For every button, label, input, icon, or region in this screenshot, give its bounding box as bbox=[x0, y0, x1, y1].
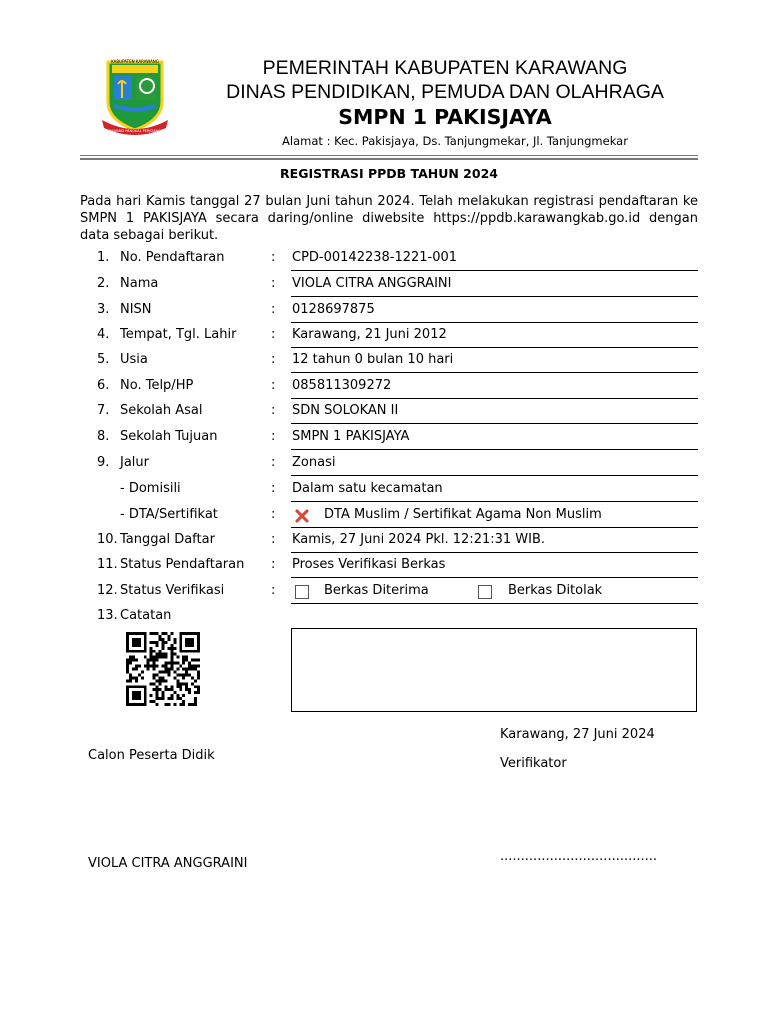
row-value: Proses Verifikasi Berkas bbox=[292, 557, 446, 572]
row-number: 10. bbox=[97, 532, 118, 547]
signature-left-name: VIOLA CITRA ANGGRAINI bbox=[88, 856, 248, 871]
row-label: NISN bbox=[120, 302, 152, 317]
row-label: Status Pendaftaran bbox=[120, 557, 245, 572]
row-value: Dalam satu kecamatan bbox=[292, 481, 443, 496]
row-label: Usia bbox=[120, 352, 148, 367]
row-colon: : bbox=[271, 250, 276, 265]
row-number: 4. bbox=[97, 327, 110, 342]
row-colon: : bbox=[271, 327, 276, 342]
row-value: Kamis, 27 Juni 2024 Pkl. 12:21:31 WIB. bbox=[292, 532, 546, 547]
signature-left-title: Calon Peserta Didik bbox=[88, 748, 215, 763]
document-title: REGISTRASI PPDB TAHUN 2024 bbox=[280, 166, 498, 181]
row-number: 3. bbox=[97, 302, 110, 317]
signature-right-name: ...................................... bbox=[500, 849, 658, 864]
row-value: DTA Muslim / Sertifikat Agama Non Muslim bbox=[324, 507, 602, 522]
row-underline bbox=[291, 527, 698, 528]
row-label: Sekolah Asal bbox=[120, 403, 203, 418]
row-colon: : bbox=[271, 276, 276, 291]
row-number: 1. bbox=[97, 250, 110, 265]
berkas-ditolak-label: Berkas Ditolak bbox=[508, 583, 603, 598]
row-number: 13. bbox=[97, 608, 118, 623]
row-colon: : bbox=[271, 429, 276, 444]
row-colon: : bbox=[271, 352, 276, 367]
row-underline bbox=[291, 270, 698, 271]
signature-right-title: Verifikator bbox=[500, 756, 567, 771]
row-value: VIOLA CITRA ANGGRAINI bbox=[292, 276, 452, 291]
header-government: PEMERINTAH KABUPATEN KARAWANG bbox=[262, 57, 628, 79]
berkas-diterima-checkbox[interactable] bbox=[295, 585, 309, 599]
row-underline bbox=[291, 347, 698, 348]
row-value: Zonasi bbox=[292, 455, 336, 470]
berkas-diterima-label: Berkas Diterima bbox=[324, 583, 429, 598]
row-colon: : bbox=[271, 378, 276, 393]
row-colon: : bbox=[271, 507, 276, 522]
row-label: No. Telp/HP bbox=[120, 378, 194, 393]
row-number: 12. bbox=[97, 583, 118, 598]
row-label: Jalur bbox=[120, 455, 149, 470]
row-colon: : bbox=[271, 583, 276, 598]
row-label: Tempat, Tgl. Lahir bbox=[120, 327, 237, 342]
row-number: 5. bbox=[97, 352, 110, 367]
header-school-name: SMPN 1 PAKISJAYA bbox=[338, 105, 552, 129]
row-label: No. Pendaftaran bbox=[120, 250, 225, 265]
row-number: 7. bbox=[97, 403, 110, 418]
row-colon: : bbox=[271, 532, 276, 547]
row-value: 12 tahun 0 bulan 10 hari bbox=[292, 352, 454, 367]
row-label: Tanggal Daftar bbox=[120, 532, 215, 547]
row-label: - DTA/Sertifikat bbox=[120, 507, 218, 522]
row-underline bbox=[291, 475, 698, 476]
row-value: SDN SOLOKAN II bbox=[292, 403, 399, 418]
row-label: Status Verifikasi bbox=[120, 583, 225, 598]
header-rule-thick bbox=[80, 158, 698, 160]
row-underline bbox=[291, 449, 698, 450]
header-address: Alamat : Kec. Pakisjaya, Ds. Tanjungmekar, Jl. Tanjungmekar bbox=[282, 134, 628, 148]
row-label: Sekolah Tujuan bbox=[120, 429, 218, 444]
row-number: 6. bbox=[97, 378, 110, 393]
row-underline bbox=[291, 398, 698, 399]
logo-ribbon-text: KARAWANG PANGKAL PERJOANGAN bbox=[104, 129, 166, 133]
row-underline bbox=[291, 603, 698, 604]
intro-paragraph: Pada hari Kamis tanggal 27 bulan Juni tahun 2024. Telah melakukan registrasi pendaftaran ke SMPN 1 PAKISJAYA secara daring/online diwebsite https://ppdb.karawangkab.go.id dengan data sebagai berikut. bbox=[80, 194, 698, 243]
berkas-ditolak-checkbox[interactable] bbox=[478, 585, 492, 599]
row-value: Karawang, 21 Juni 2012 bbox=[292, 327, 447, 342]
row-value: SMPN 1 PAKISJAYA bbox=[292, 429, 410, 444]
row-number: 8. bbox=[97, 429, 110, 444]
row-colon: : bbox=[271, 302, 276, 317]
logo-top-text: KABUPATEN KARAWANG bbox=[111, 59, 159, 64]
row-number: 11. bbox=[97, 557, 118, 572]
row-colon: : bbox=[271, 455, 276, 470]
row-label: Nama bbox=[120, 276, 159, 291]
row-number: 9. bbox=[97, 455, 110, 470]
row-colon: : bbox=[271, 403, 276, 418]
row-underline bbox=[291, 577, 698, 578]
qr-code-icon bbox=[124, 632, 202, 706]
row-underline bbox=[291, 423, 698, 424]
row-colon: : bbox=[271, 557, 276, 572]
signature-place-date: Karawang, 27 Juni 2024 bbox=[500, 727, 655, 742]
row-colon: : bbox=[271, 481, 276, 496]
notes-box bbox=[291, 628, 697, 712]
row-underline bbox=[291, 296, 698, 297]
row-value: CPD-00142238-1221-001 bbox=[292, 250, 458, 265]
row-label: Catatan bbox=[120, 608, 172, 623]
row-underline bbox=[291, 501, 698, 502]
regency-coat-of-arms-icon bbox=[100, 58, 170, 140]
header-rule bbox=[80, 155, 698, 156]
row-label: - Domisili bbox=[120, 481, 181, 496]
row-underline bbox=[291, 322, 698, 323]
red-x-icon bbox=[294, 508, 310, 524]
row-value: 0128697875 bbox=[292, 302, 375, 317]
row-number: 2. bbox=[97, 276, 110, 291]
header-department: DINAS PENDIDIKAN, PEMUDA DAN OLAHRAGA bbox=[226, 81, 664, 103]
row-value: 085811309272 bbox=[292, 378, 392, 393]
row-underline bbox=[291, 552, 698, 553]
row-underline bbox=[291, 372, 698, 373]
